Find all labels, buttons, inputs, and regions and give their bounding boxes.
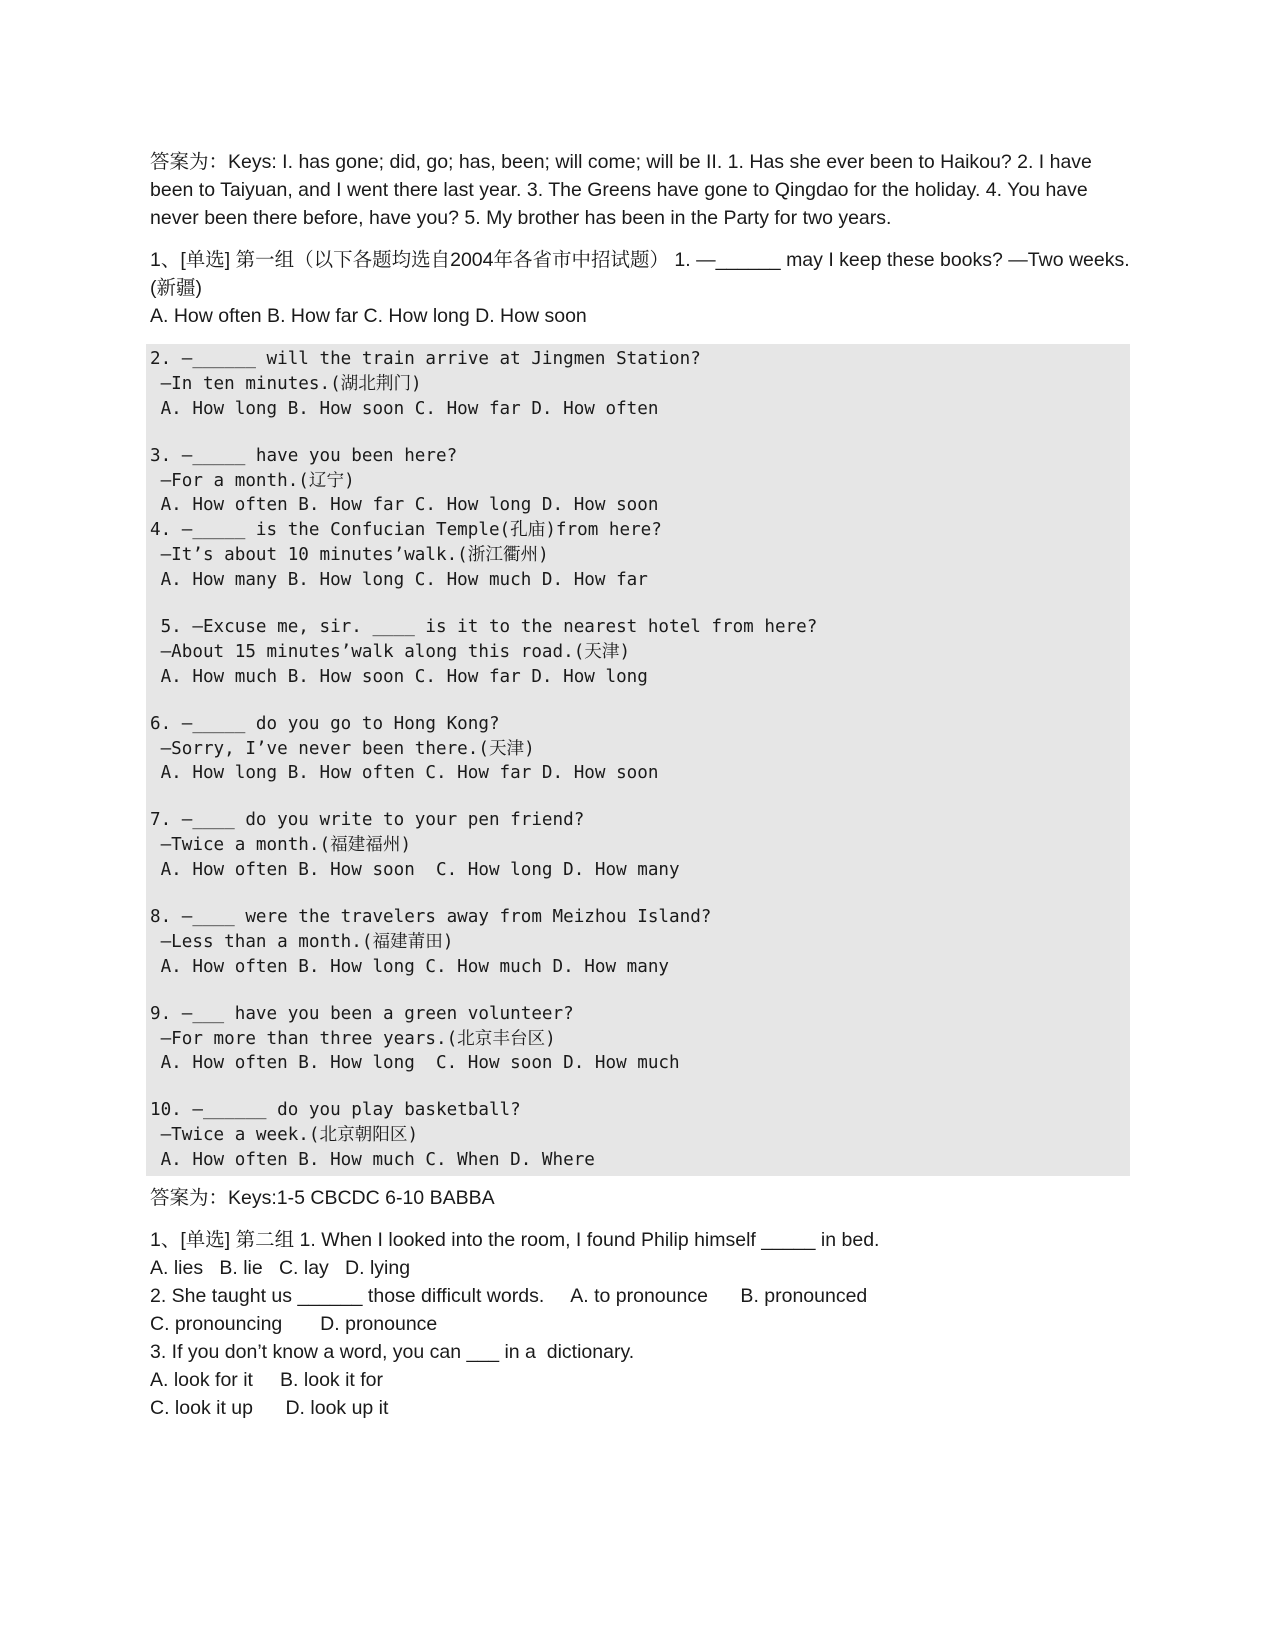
blank-line (150, 690, 1130, 712)
question-line: 4. —_____ is the Confucian Temple(孔庙)from here? (150, 520, 662, 541)
blank-line (150, 786, 1130, 808)
question-line: A. How often B. How long C. How soon D. How much (150, 1053, 680, 1074)
question-line: 5. —Excuse me, sir. ____ is it to the nearest hotel from here? (150, 617, 818, 638)
blank-line (150, 980, 1130, 1002)
group2-q3-options-2: C. look it up D. look up it (150, 1397, 389, 1420)
group2-q2: 2. She taught us ______ those difficult words. A. to pronounce B. pronounced (150, 1285, 868, 1308)
question-line: A. How often B. How soon C. How long D. How many (150, 860, 680, 881)
question-line: 10. —______ do you play basketball? (150, 1100, 521, 1121)
question-line: —Twice a month.(福建福州) (150, 835, 412, 856)
group1-question-block (146, 344, 1130, 1176)
intro-answer: 答案为：Keys: I. has gone; did, go; has, been; will come; will be II. 1. Has she ever been to Haikou? 2. I have been to Taiyuan, and I went there last year. 3. The Greens have gone to Qingdao for the holiday. 4. You have never been there before, have you? 5. My brother has been in the Party for two years. (150, 151, 1092, 229)
question-line: A. How many B. How long C. How much D. How far (150, 570, 648, 591)
blank-line (150, 1076, 1130, 1098)
question-line: —Less than a month.(福建莆田) (150, 931, 454, 952)
blank-line (150, 593, 1130, 615)
question-line: 3. —_____ have you been here? (150, 445, 458, 466)
question-line: A. How often B. How much C. When D. Where (150, 1150, 595, 1171)
group2-q3-options-1: A. look for it B. look it for (150, 1369, 384, 1392)
question-line: —Twice a week.(北京朝阳区) (150, 1125, 419, 1146)
blank-line (150, 883, 1130, 905)
question-line: A. How often B. How long C. How much D. How many (150, 956, 670, 977)
question-line: A. How long B. How often C. How far D. How soon (150, 763, 659, 784)
group1-header: 1、[单选] 第一组（以下各题均选自2004年各省市中招试题） 1. —______ may I keep these books? —Two weeks.(新疆) (150, 249, 1130, 299)
question-line: 9. —___ have you been a green volunteer? (150, 1003, 574, 1024)
question-line: —Sorry, I’ve never been there.(天津) (150, 738, 535, 759)
question-line: A. How often B. How far C. How long D. How soon (150, 495, 659, 516)
question-line: 8. —____ were the travelers away from Meizhou Island? (150, 907, 712, 928)
document-page (150, 148, 1130, 1422)
group2-q1: 1、[单选] 第二组 1. When I looked into the room, I found Philip himself _____ in bed. (150, 1229, 880, 1252)
question-line: —About 15 minutes’walk along this road.(天津) (150, 641, 631, 662)
question-line: 6. —_____ do you go to Hong Kong? (150, 713, 500, 734)
question-line: —In ten minutes.(湖北荆门) (150, 373, 422, 394)
question-line: 7. —____ do you write to your pen friend? (150, 810, 585, 831)
question-line: A. How much B. How soon C. How far D. How long (150, 666, 648, 687)
question-line: —For more than three years.(北京丰台区) (150, 1028, 556, 1049)
question-line: 2. —______ will the train arrive at Jingmen Station? (150, 349, 701, 369)
group1-q1-options: A. How often B. How far C. How long D. How soon (150, 305, 587, 327)
question-line: —It’s about 10 minutes’walk.(浙江衢州) (150, 545, 549, 566)
blank-line (150, 422, 1130, 444)
question-line: —For a month.(辽宁) (150, 470, 355, 491)
group2-q3: 3. If you don’t know a word, you can ___ in a dictionary. (150, 1341, 635, 1364)
group2-q2-options: C. pronouncing D. pronounce (150, 1313, 438, 1336)
question-line: A. How long B. How soon C. How far D. How often (150, 398, 659, 419)
group1-answer: 答案为：Keys:1-5 CBCDC 6-10 BABBA (150, 1187, 495, 1210)
group2-q1-options: A. lies B. lie C. lay D. lying (150, 1257, 411, 1280)
